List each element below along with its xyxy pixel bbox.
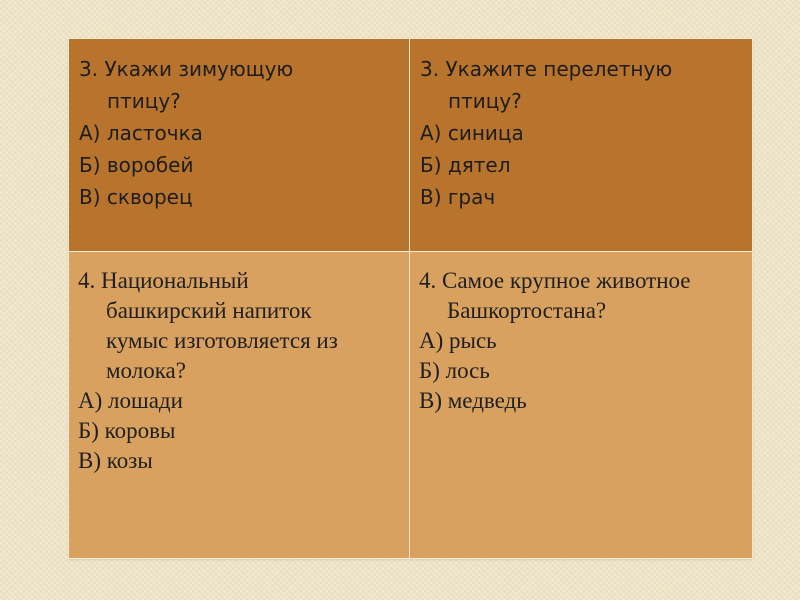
question-text-line-1: 3. Укажите перелетную [420,57,673,81]
question-text-line-1: 3. Укажи зимующую [79,57,294,81]
answer-option-a: А) рысь [419,328,497,353]
answer-option-b: Б) коровы [78,418,176,443]
question-cell-winter-bird [69,39,410,252]
question-block [69,252,409,476]
answer-option-a: А) лошади [78,388,183,413]
table-row [69,39,753,252]
answer-option-b: Б) дятел [420,153,511,177]
quiz-table [68,38,753,559]
question-text-line-4: молока? [106,358,186,383]
question-text-line-3: кумыс изготовляется из [106,328,338,353]
question-text-line-2: птицу? [448,89,522,113]
answer-option-a: А) синица [420,121,524,145]
question-text-line-2: башкирский напиток [106,298,312,323]
question-text-line-2: птицу? [107,89,181,113]
answer-option-b: Б) лось [419,358,490,383]
question-block [69,39,409,213]
answer-option-c: В) козы [78,448,153,473]
question-block [410,252,752,416]
question-cell-kumys [69,252,410,559]
answer-option-c: В) скворец [79,185,193,209]
answer-option-b: Б) воробей [79,153,194,177]
answer-option-c: В) грач [420,185,496,209]
question-cell-largest-animal [410,252,753,559]
question-text-line-1: 4. Самое крупное животное [419,268,691,293]
question-cell-migratory-bird [410,39,753,252]
question-text-line-1: 4. Национальный [78,268,249,293]
table-row [69,252,753,559]
question-block [410,39,752,213]
answer-option-c: В) медведь [419,388,527,413]
question-text-line-2: Башкортостана? [447,298,607,323]
answer-option-a: А) ласточка [79,121,203,145]
